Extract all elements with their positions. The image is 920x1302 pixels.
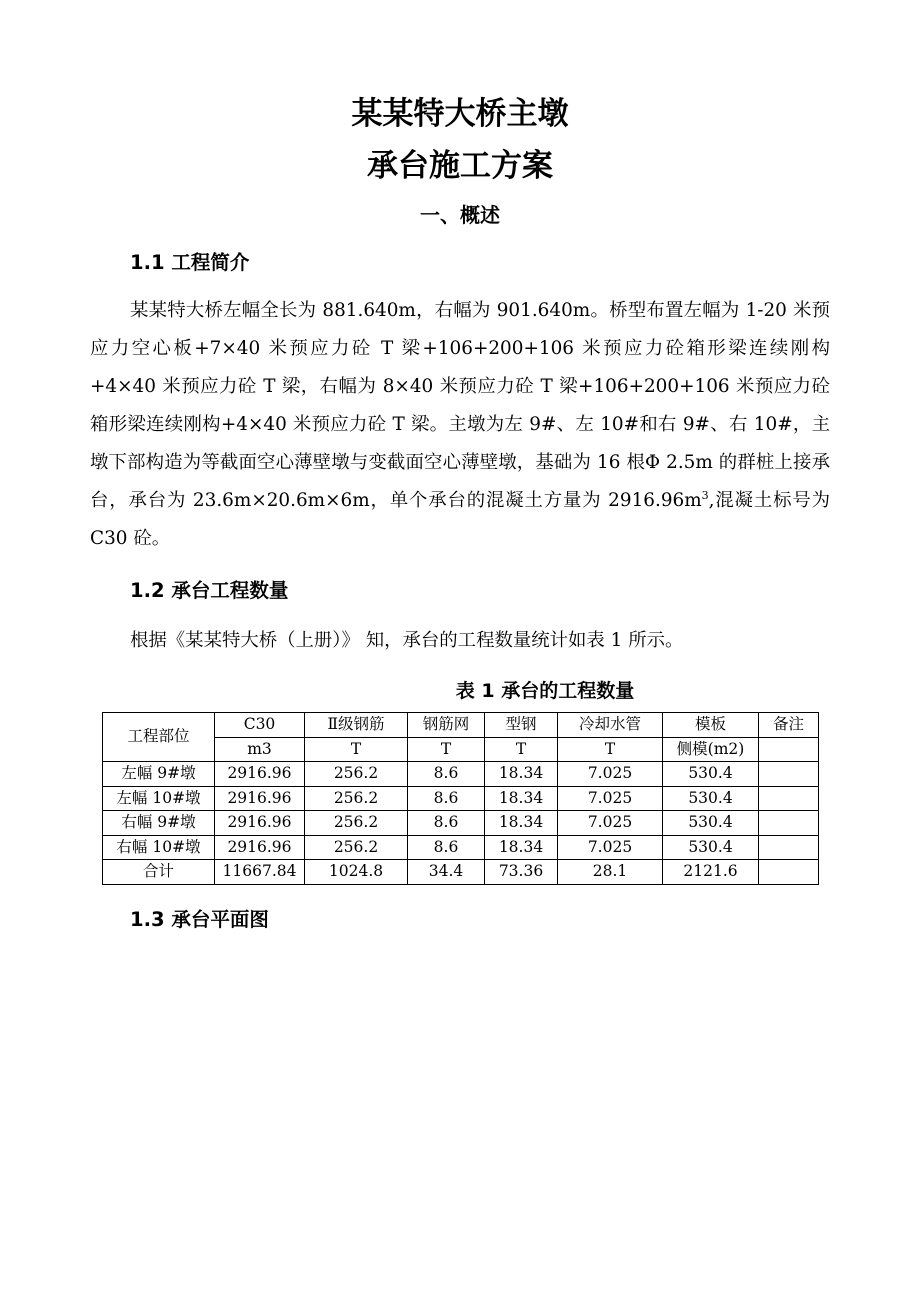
- cell-c30: 11667.84: [215, 860, 305, 885]
- cell-formwork: 530.4: [663, 811, 759, 836]
- cell-rebar2: 256.2: [305, 762, 408, 787]
- cell-remark: [759, 860, 819, 885]
- table-row: [103, 835, 819, 860]
- cell-c30: 2916.96: [215, 811, 305, 836]
- cell-mesh: 8.6: [408, 811, 485, 836]
- cell-steel: 18.34: [485, 835, 558, 860]
- cell-c30: 2916.96: [215, 786, 305, 811]
- cell-formwork: 2121.6: [663, 860, 759, 885]
- cell-c30: 2916.96: [215, 835, 305, 860]
- unit-cooling: T: [558, 737, 663, 762]
- header-mesh: 钢筋网: [408, 713, 485, 738]
- subheading-plan-view: 1.3 承台平面图: [130, 907, 269, 931]
- cell-cooling: 7.025: [558, 786, 663, 811]
- reference-paragraph: 根据《某某特大桥（上册）》 知，承台的工程数量统计如表 1 所示。: [130, 630, 684, 651]
- cell-cooling: 28.1: [558, 860, 663, 885]
- intro-text-b: ,混凝土标号为 C30 砼。: [90, 490, 830, 549]
- cell-steel: 73.36: [485, 860, 558, 885]
- cell-steel: 18.34: [485, 786, 558, 811]
- cell-rebar2: 256.2: [305, 811, 408, 836]
- cell-cooling: 7.025: [558, 762, 663, 787]
- unit-rebar2: T: [305, 737, 408, 762]
- header-steel: 型钢: [485, 713, 558, 738]
- subheading-quantities: 1.2 承台工程数量: [130, 579, 289, 602]
- cell-remark: [759, 835, 819, 860]
- unit-mesh: T: [408, 737, 485, 762]
- intro-superscript: 3: [701, 488, 709, 502]
- cell-remark: [759, 762, 819, 787]
- cell-location: 左幅 9#墩: [103, 762, 215, 787]
- cell-mesh: 8.6: [408, 786, 485, 811]
- header-remark: 备注: [759, 713, 819, 738]
- cell-location: 左幅 10#墩: [103, 786, 215, 811]
- cell-formwork: 530.4: [663, 786, 759, 811]
- doc-title-line1: 某某特大桥主墩: [351, 96, 569, 132]
- cell-formwork: 530.4: [663, 835, 759, 860]
- unit-formwork: 侧模(m2): [663, 737, 759, 762]
- cell-cooling: 7.025: [558, 835, 663, 860]
- table-header-row: [103, 713, 819, 738]
- cell-mesh: 34.4: [408, 860, 485, 885]
- unit-remark: [759, 737, 819, 762]
- header-rebar2: Ⅱ级钢筋: [305, 713, 408, 738]
- cell-location: 合计: [103, 860, 215, 885]
- cell-location: 右幅 10#墩: [103, 835, 215, 860]
- cell-remark: [759, 811, 819, 836]
- header-c30: C30: [215, 713, 305, 738]
- header-location: 工程部位: [103, 713, 215, 762]
- subheading-project-intro: 1.1 工程简介: [130, 251, 250, 274]
- cell-rebar2: 256.2: [305, 835, 408, 860]
- cell-mesh: 8.6: [408, 835, 485, 860]
- cell-formwork: 530.4: [663, 762, 759, 787]
- table-row: [103, 762, 819, 787]
- table-caption: 表 1 承台的工程数量: [455, 680, 635, 702]
- header-cooling: 冷却水管: [558, 713, 663, 738]
- cell-rebar2: 1024.8: [305, 860, 408, 885]
- table-row: [103, 786, 819, 811]
- unit-c30: m3: [215, 737, 305, 762]
- header-formwork: 模板: [663, 713, 759, 738]
- table-row: [103, 811, 819, 836]
- cell-remark: [759, 786, 819, 811]
- quantities-table: [102, 712, 819, 885]
- cell-steel: 18.34: [485, 811, 558, 836]
- intro-text-a: 某某特大桥左幅全长为 881.640m，右幅为 901.640m。桥型布置左幅为 1-20 米预应力空心板+7×40 米预应力砼 T 梁+106+200+106 米预应力砼箱形梁连续刚构+4×40 米预应力砼 T 梁，右幅为 8×40 米预应力砼 T 梁+106+200+106 米预应力砼箱形梁连续刚构+4×40 米预应力砼 T 梁。主墩为左 9#、左 10#和右 9#、右 10#，主墩下部构造为等截面空心薄壁墩与变截面空心薄壁墩，基础为 16 根Φ 2.5m 的群桩上接承台，承台为 23.6m×20.6m×6m，单个承台的混凝土方量为 2916.96m: [90, 300, 830, 511]
- section-heading-overview: 一、概述: [420, 203, 500, 227]
- cell-location: 右幅 9#墩: [103, 811, 215, 836]
- cell-mesh: 8.6: [408, 762, 485, 787]
- intro-paragraph: [90, 292, 830, 558]
- cell-rebar2: 256.2: [305, 786, 408, 811]
- cell-steel: 18.34: [485, 762, 558, 787]
- doc-title-line2: 承台施工方案: [367, 148, 553, 184]
- cell-cooling: 7.025: [558, 811, 663, 836]
- table-total-row: [103, 860, 819, 885]
- cell-c30: 2916.96: [215, 762, 305, 787]
- unit-steel: T: [485, 737, 558, 762]
